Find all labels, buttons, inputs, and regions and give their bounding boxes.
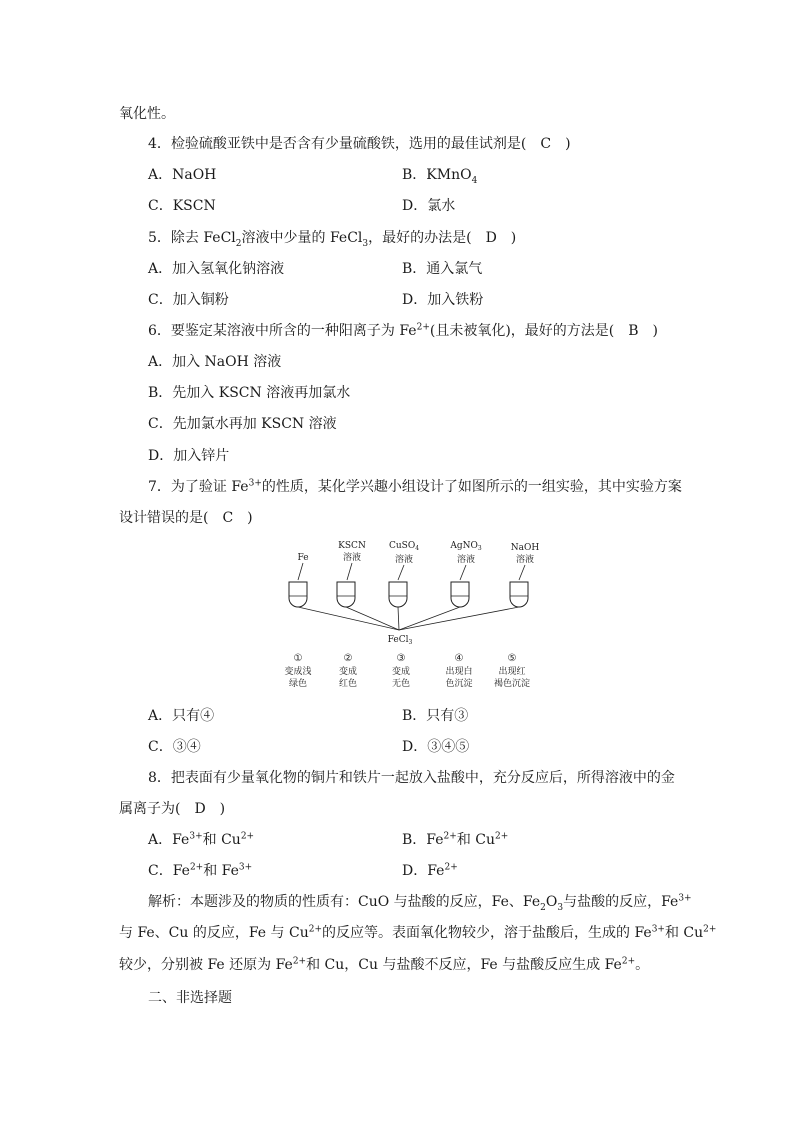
result-5-l2: 褐色沉淀: [493, 679, 531, 689]
result-5-l1: 出现红: [498, 667, 526, 677]
q6-option-c: C．先加氯水再加 KSCN 溶液: [148, 416, 337, 432]
reagent-kscn-label-2: 溶液: [342, 553, 362, 563]
q6-option-a: A．加入 NaOH 溶液: [148, 354, 282, 370]
q8-option-a: A．$Fe^{3+}$和 $Cu^{2+}$: [148, 831, 255, 848]
analysis-line-2: 与 Fe、Cu 的反应，Fe 与 $Cu^{2+}$的反应等。表面氧化物较少，溶于盐酸后，生成的 $Fe^{3+}$和 $Cu^{2+}$: [119, 924, 717, 941]
q8-option-d: D．$Fe^{2+}$: [402, 862, 458, 879]
q5-option-d: D．加入铁粉: [402, 292, 484, 308]
section-heading-non-choice: 二、非选择题: [148, 990, 232, 1006]
q7-option-a: A．只有④: [148, 708, 215, 724]
result-4-l1: 出现白: [445, 667, 473, 677]
reagent-agno3-label-2: 溶液: [456, 555, 476, 565]
reagent-fe-label: Fe: [297, 553, 309, 563]
q6-option-d: D．加入锌片: [148, 448, 230, 464]
result-3-l2: 无色: [391, 679, 411, 689]
analysis-line-1: 解析：本题涉及的物质的性质有：CuO 与盐酸的反应，Fe、$Fe_2O_3$与盐酸的反应，$Fe^{3+}$: [148, 893, 692, 913]
experiment-diagram: [276, 536, 546, 696]
tube-5: [510, 582, 528, 607]
q8-option-c: C．$Fe^{2+}$和 $Fe^{3+}$: [148, 862, 253, 879]
q8-stem-line2: 属离子为( D ): [119, 801, 226, 817]
result-2-l2: 红色: [338, 679, 358, 689]
result-2-num: ②: [343, 653, 353, 664]
q4-option-a: A．NaOH: [148, 167, 217, 183]
intro-tail: 氧化性。: [119, 106, 175, 122]
q4-option-c: C．KSCN: [148, 198, 216, 214]
q7-option-c: C．③④: [148, 739, 201, 755]
q5-option-a: A．加入氢氧化钠溶液: [148, 261, 285, 277]
reagent-naoh-label: NaOH: [510, 543, 540, 553]
reagent-naoh-label-2: 溶液: [515, 555, 535, 565]
reagent-cuso4-label-2: 溶液: [394, 555, 414, 565]
arrows: [298, 563, 525, 580]
q4-stem: 4．检验硫酸亚铁中是否含有少量硫酸铁，选用的最佳试剂是( C ): [148, 136, 571, 152]
q7-option-b: B．只有③: [402, 708, 469, 724]
tube-1: [289, 582, 307, 607]
q6-option-b: B．先加入 KSCN 溶液再加氯水: [148, 385, 351, 401]
result-4-l2: 色沉淀: [445, 679, 473, 689]
q5-option-c: C．加入铜粉: [148, 292, 229, 308]
tube-3: [389, 582, 407, 607]
q5-option-b: B．通入氯气: [402, 261, 483, 277]
reagent-cuso4-label: CuSO$_4$: [388, 541, 420, 552]
result-1-l1: 变成浅: [284, 667, 312, 677]
connector-lines: [298, 607, 519, 630]
result-1-num: ①: [293, 653, 303, 664]
test-tubes: [289, 582, 528, 607]
q8-stem: 8．把表面有少量氧化物的铜片和铁片一起放入盐酸中，充分反应后，所得溶液中的金: [148, 770, 675, 786]
reagent-agno3-label: AgNO$_3$: [450, 541, 482, 552]
center-fecl3-label: FeCl$_3$: [387, 635, 413, 646]
q4-option-b: B．KMnO$_4$: [402, 167, 478, 186]
analysis-line-3: 较少，分别被 Fe 还原为 $Fe^{2+}$和 Cu，Cu 与盐酸不反应，Fe 与盐酸反应生成 $Fe^{2+}$。: [119, 956, 650, 973]
result-2-l1: 变成: [338, 667, 358, 677]
q6-stem: 6．要鉴定某溶液中所含的一种阳离子为 $Fe^{2+}$(且未被氧化)，最好的方法是( B ): [148, 322, 659, 339]
q7-stem: 7．为了验证 $Fe^{3+}$的性质，某化学兴趣小组设计了如图所示的一组实验，其中实验方案: [148, 478, 682, 495]
q8-option-b: B．$Fe^{2+}$和 $Cu^{2+}$: [402, 831, 509, 848]
result-1-l2: 绿色: [288, 679, 308, 689]
result-4-num: ④: [454, 653, 464, 664]
q5-stem: 5．除去 FeCl$_2$溶液中少量的 FeCl$_3$，最好的办法是( D ): [148, 230, 517, 249]
q4-option-d: D．氯水: [402, 198, 456, 214]
reagent-kscn-label: KSCN: [338, 541, 366, 551]
tube-4: [451, 582, 469, 607]
tube-2: [337, 582, 355, 607]
q7-option-d: D．③④⑤: [402, 739, 470, 755]
result-5-num: ⑤: [507, 653, 517, 664]
q7-stem-line2: 设计错误的是( C ): [119, 510, 253, 526]
result-3-l1: 变成: [391, 667, 411, 677]
result-3-num: ③: [396, 653, 406, 664]
